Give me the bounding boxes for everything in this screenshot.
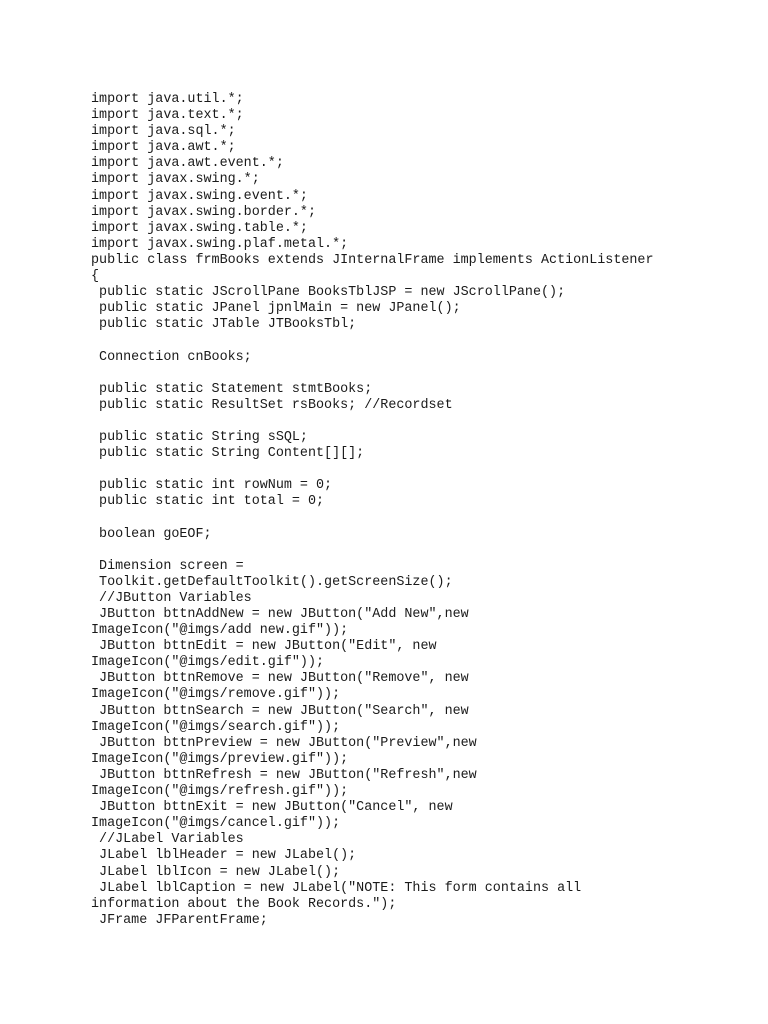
code-line: JButton bttnExit = new JButton("Cancel", new [91,800,453,816]
code-line: import java.awt.*; [91,140,236,156]
code-line: ImageIcon("@imgs/edit.gif")); [91,655,325,671]
code-line: JLabel lblIcon = new JLabel(); [91,864,341,880]
code-line: JButton bttnEdit = new JButton("Edit", new [91,639,437,655]
code-line: public static ResultSet rsBooks; //Recordset [91,397,453,413]
code-line: JButton bttnPreview = new JButton("Preview",new [91,735,477,751]
code-line [91,366,731,382]
code-line: public static int total = 0; [91,494,325,510]
code-line: import java.text.*; [91,108,244,124]
code-line: ImageIcon("@imgs/refresh.gif")); [91,784,349,800]
code-line [91,543,731,559]
code-line: public class frmBooks extends JInternalFrame implements ActionListener [91,252,654,268]
code-line: JLabel lblCaption = new JLabel("NOTE: This form contains all [91,880,582,896]
code-line: JLabel lblHeader = new JLabel(); [91,848,357,864]
code-line: import javax.swing.*; [91,172,260,188]
code-line: JButton bttnAddNew = new JButton("Add New",new [91,607,469,622]
code-line: public static Statement stmtBooks; [91,381,373,397]
code-line: JButton bttnSearch = new JButton("Search", new [91,703,469,719]
code-line: JFrame JFParentFrame; [91,912,268,928]
code-line [91,510,731,526]
code-line: public static int rowNum = 0; [91,478,333,494]
code-line: import javax.swing.border.*; [91,204,316,220]
code-line: import java.awt.event.*; [91,156,284,172]
code-line: //JButton Variables [91,590,252,606]
code-line: import javax.swing.table.*; [91,220,308,236]
code-line: public static JTable JTBooksTbl; [91,317,357,333]
code-line [91,462,731,478]
code-line: import javax.swing.plaf.metal.*; [91,236,349,252]
code-line [91,414,731,430]
code-line: boolean goEOF; [91,526,212,542]
code-line: ImageIcon("@imgs/cancel.gif")); [91,816,341,832]
code-line: //JLabel Variables [91,832,244,848]
code-line: public static JScrollPane BooksTblJSP = new JScrollPane(); [91,285,566,301]
code-line: Dimension screen = [91,558,244,574]
code-line: Connection cnBooks; [91,349,252,365]
code-line: import java.sql.*; [91,124,236,140]
code-line: ImageIcon("@imgs/preview.gif")); [91,751,349,767]
code-line: JButton bttnRemove = new JButton("Remove", new [91,671,469,687]
code-line: JButton bttnRefresh = new JButton("Refresh",new [91,767,477,783]
code-line: ImageIcon("@imgs/search.gif")); [91,719,341,735]
code-line: information about the Book Records."); [91,896,397,912]
java-source-code [91,92,731,929]
code-line: import java.util.*; [91,92,244,107]
code-line: { [91,269,100,285]
code-line: import javax.swing.event.*; [91,188,308,204]
code-line: public static String Content[][]; [91,446,365,462]
code-line: ImageIcon("@imgs/remove.gif")); [91,687,341,703]
code-line: public static String sSQL; [91,429,308,445]
code-line [91,333,731,349]
code-line: ImageIcon("@imgs/add new.gif")); [91,623,349,639]
code-line: Toolkit.getDefaultToolkit().getScreenSize(); [91,574,453,590]
code-line: public static JPanel jpnlMain = new JPanel(); [91,301,461,317]
